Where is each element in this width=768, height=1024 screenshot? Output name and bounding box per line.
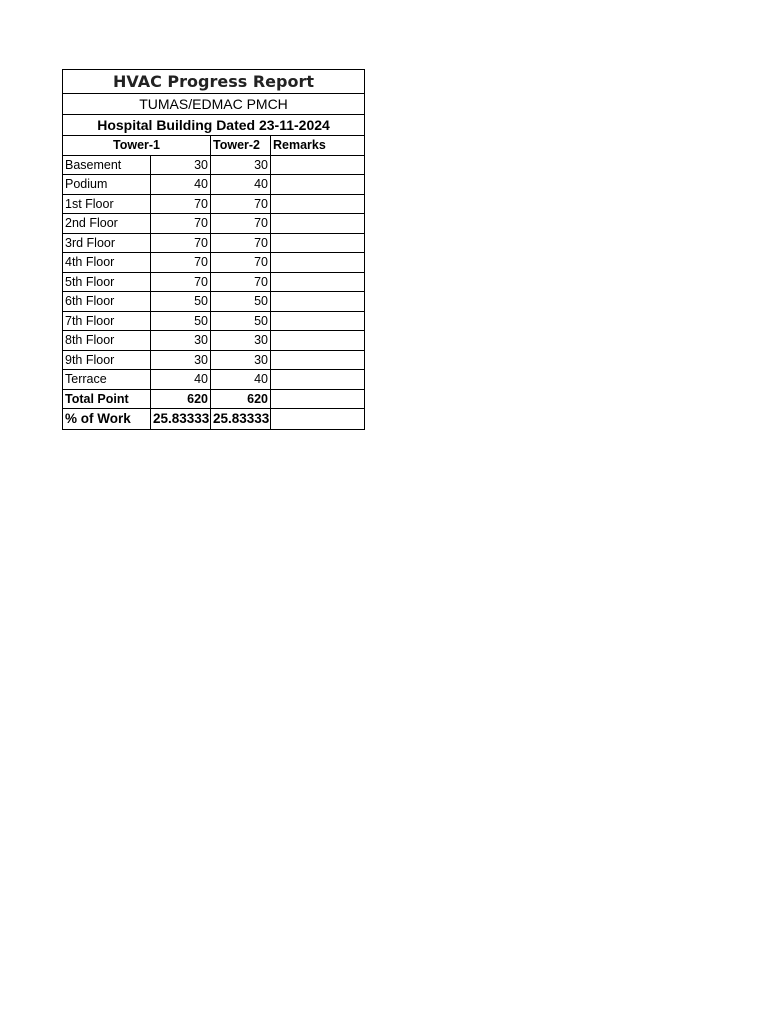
row-label: 1st Floor xyxy=(63,194,151,214)
table-row xyxy=(63,253,365,273)
remarks-value xyxy=(271,214,365,234)
header-tower-2: Tower-2 xyxy=(211,136,271,156)
row-label: Total Point xyxy=(63,389,151,409)
report-date-line: Hospital Building Dated 23-11-2024 xyxy=(63,115,365,136)
tower-2-value: 70 xyxy=(211,272,271,292)
report-subtitle: TUMAS/EDMAC PMCH xyxy=(63,94,365,115)
tower-2-value: 620 xyxy=(211,389,271,409)
tower-1-value: 50 xyxy=(151,311,211,331)
table-row xyxy=(63,370,365,390)
tower-2-value: 25.83333 xyxy=(211,409,271,430)
row-label: 7th Floor xyxy=(63,311,151,331)
row-label: 9th Floor xyxy=(63,350,151,370)
title-row xyxy=(63,70,365,94)
percent-row xyxy=(63,409,365,430)
table-row xyxy=(63,331,365,351)
remarks-value xyxy=(271,370,365,390)
row-label: Podium xyxy=(63,175,151,195)
subtitle2-row xyxy=(63,115,365,136)
tower-1-value: 25.83333 xyxy=(151,409,211,430)
tower-2-value: 50 xyxy=(211,311,271,331)
remarks-value xyxy=(271,409,365,430)
tower-1-value: 70 xyxy=(151,253,211,273)
remarks-value xyxy=(271,272,365,292)
table-row xyxy=(63,233,365,253)
remarks-value xyxy=(271,233,365,253)
tower-2-value: 30 xyxy=(211,155,271,175)
row-label: 5th Floor xyxy=(63,272,151,292)
row-label: 4th Floor xyxy=(63,253,151,273)
tower-1-value: 70 xyxy=(151,272,211,292)
tower-1-value: 30 xyxy=(151,155,211,175)
row-label: 6th Floor xyxy=(63,292,151,312)
tower-1-value: 50 xyxy=(151,292,211,312)
table-row xyxy=(63,194,365,214)
tower-2-value: 70 xyxy=(211,233,271,253)
remarks-value xyxy=(271,194,365,214)
remarks-value xyxy=(271,253,365,273)
total-row xyxy=(63,389,365,409)
tower-2-value: 50 xyxy=(211,292,271,312)
tower-2-value: 70 xyxy=(211,214,271,234)
subtitle-row xyxy=(63,94,365,115)
tower-2-value: 40 xyxy=(211,175,271,195)
table-row xyxy=(63,175,365,195)
remarks-value xyxy=(271,389,365,409)
row-label: Terrace xyxy=(63,370,151,390)
tower-1-value: 40 xyxy=(151,370,211,390)
tower-1-value: 70 xyxy=(151,233,211,253)
table-row xyxy=(63,214,365,234)
tower-2-value: 70 xyxy=(211,253,271,273)
remarks-value xyxy=(271,331,365,351)
hvac-progress-table xyxy=(62,69,365,430)
table-row xyxy=(63,292,365,312)
tower-1-value: 30 xyxy=(151,331,211,351)
header-row xyxy=(63,136,365,156)
remarks-value xyxy=(271,175,365,195)
remarks-value xyxy=(271,350,365,370)
remarks-value xyxy=(271,311,365,331)
remarks-value xyxy=(271,292,365,312)
row-label: % of Work xyxy=(63,409,151,430)
tower-2-value: 70 xyxy=(211,194,271,214)
tower-2-value: 40 xyxy=(211,370,271,390)
table-row xyxy=(63,155,365,175)
table-row xyxy=(63,350,365,370)
header-tower-1: Tower-1 xyxy=(63,136,211,156)
tower-1-value: 40 xyxy=(151,175,211,195)
tower-1-value: 620 xyxy=(151,389,211,409)
row-label: Basement xyxy=(63,155,151,175)
report-table-body xyxy=(63,70,365,430)
remarks-value xyxy=(271,155,365,175)
tower-1-value: 70 xyxy=(151,214,211,234)
row-label: 3rd Floor xyxy=(63,233,151,253)
header-remarks: Remarks xyxy=(271,136,365,156)
report-title: HVAC Progress Report xyxy=(63,70,365,94)
row-label: 2nd Floor xyxy=(63,214,151,234)
table-row xyxy=(63,272,365,292)
tower-1-value: 70 xyxy=(151,194,211,214)
tower-2-value: 30 xyxy=(211,350,271,370)
tower-1-value: 30 xyxy=(151,350,211,370)
row-label: 8th Floor xyxy=(63,331,151,351)
table-row xyxy=(63,311,365,331)
tower-2-value: 30 xyxy=(211,331,271,351)
